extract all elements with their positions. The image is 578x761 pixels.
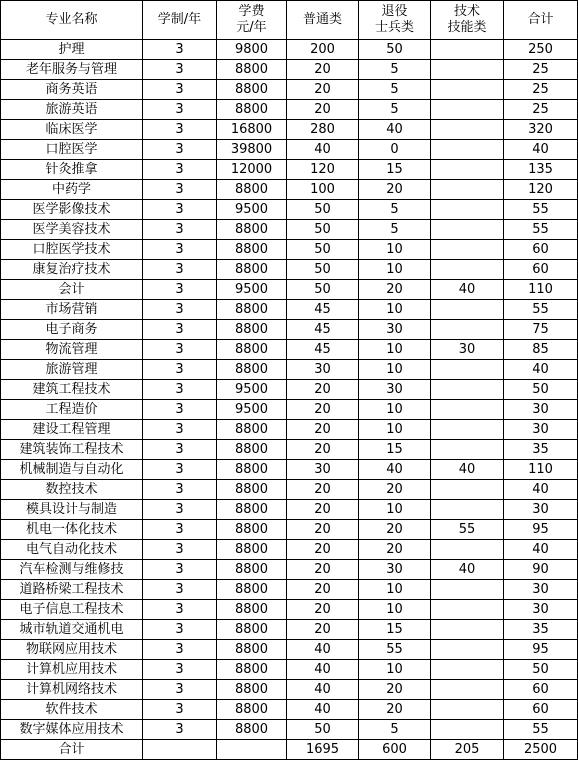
tuition-cell: 9500 xyxy=(217,400,287,420)
row-total-cell: 55 xyxy=(504,200,578,220)
major-name-cell: 软件技术 xyxy=(1,700,143,720)
veteran-quota-cell: 5 xyxy=(359,60,431,80)
duration-cell: 3 xyxy=(143,620,217,640)
major-name-cell: 数控技术 xyxy=(1,480,143,500)
table-row xyxy=(1,720,578,740)
table-row xyxy=(1,700,578,720)
row-total-cell: 40 xyxy=(504,480,578,500)
regular-quota-cell: 20 xyxy=(287,440,359,460)
skill-quota-cell: 40 xyxy=(431,560,504,580)
skill-quota-cell xyxy=(431,320,504,340)
regular-quota-cell: 50 xyxy=(287,220,359,240)
regular-quota-cell: 20 xyxy=(287,620,359,640)
row-total-cell: 95 xyxy=(504,520,578,540)
duration-cell: 3 xyxy=(143,40,217,60)
regular-quota-cell: 45 xyxy=(287,320,359,340)
major-name-cell: 会计 xyxy=(1,280,143,300)
tuition-cell: 12000 xyxy=(217,160,287,180)
tuition-cell: 8800 xyxy=(217,680,287,700)
row-total-cell: 90 xyxy=(504,560,578,580)
skill-quota-cell xyxy=(431,580,504,600)
duration-cell: 3 xyxy=(143,460,217,480)
major-name-cell: 临床医学 xyxy=(1,120,143,140)
duration-cell: 3 xyxy=(143,580,217,600)
skill-quota-cell: 40 xyxy=(431,280,504,300)
tuition-cell: 8800 xyxy=(217,300,287,320)
veteran-quota-cell: 10 xyxy=(359,580,431,600)
table-row xyxy=(1,660,578,680)
veteran-quota-cell: 5 xyxy=(359,200,431,220)
duration-cell: 3 xyxy=(143,60,217,80)
row-total-cell: 60 xyxy=(504,680,578,700)
major-name-cell: 医学影像技术 xyxy=(1,200,143,220)
row-total-cell: 2500 xyxy=(504,740,578,760)
major-name-cell: 康复治疗技术 xyxy=(1,260,143,280)
tuition-cell: 8800 xyxy=(217,360,287,380)
duration-cell: 3 xyxy=(143,560,217,580)
tuition-cell: 9500 xyxy=(217,280,287,300)
table-row xyxy=(1,560,578,580)
row-total-cell: 40 xyxy=(504,360,578,380)
skill-quota-cell xyxy=(431,200,504,220)
regular-quota-cell: 50 xyxy=(287,280,359,300)
skill-quota-cell xyxy=(431,380,504,400)
major-name-cell: 道路桥梁工程技术 xyxy=(1,580,143,600)
skill-quota-cell xyxy=(431,640,504,660)
skill-quota-cell xyxy=(431,300,504,320)
table-row xyxy=(1,420,578,440)
major-name-cell: 汽车检测与维修技 xyxy=(1,560,143,580)
veteran-quota-cell: 5 xyxy=(359,720,431,740)
major-name-cell: 机械制造与自动化 xyxy=(1,460,143,480)
veteran-quota-cell: 10 xyxy=(359,300,431,320)
duration-cell: 3 xyxy=(143,300,217,320)
tuition-cell: 8800 xyxy=(217,220,287,240)
tuition-cell: 8800 xyxy=(217,660,287,680)
skill-quota-cell xyxy=(431,360,504,380)
skill-quota-cell xyxy=(431,440,504,460)
row-total-cell: 120 xyxy=(504,180,578,200)
column-header: 专业名称 xyxy=(1,1,143,40)
duration-cell: 3 xyxy=(143,360,217,380)
duration-cell: 3 xyxy=(143,600,217,620)
tuition-cell: 39800 xyxy=(217,140,287,160)
row-total-cell: 60 xyxy=(504,240,578,260)
table-row xyxy=(1,600,578,620)
column-header: 合计 xyxy=(504,1,578,40)
skill-quota-cell xyxy=(431,100,504,120)
table-row xyxy=(1,440,578,460)
duration-cell: 3 xyxy=(143,540,217,560)
duration-cell: 3 xyxy=(143,720,217,740)
major-name-cell: 建筑工程技术 xyxy=(1,380,143,400)
veteran-quota-cell: 20 xyxy=(359,280,431,300)
major-name-cell: 电子商务 xyxy=(1,320,143,340)
regular-quota-cell: 40 xyxy=(287,680,359,700)
duration-cell: 3 xyxy=(143,260,217,280)
duration-cell: 3 xyxy=(143,240,217,260)
row-total-cell: 25 xyxy=(504,100,578,120)
tuition-cell: 8800 xyxy=(217,100,287,120)
column-header: 普通类 xyxy=(287,1,359,40)
major-name-cell: 中药学 xyxy=(1,180,143,200)
skill-quota-cell xyxy=(431,180,504,200)
row-total-cell: 55 xyxy=(504,220,578,240)
row-total-cell: 30 xyxy=(504,420,578,440)
row-total-cell: 60 xyxy=(504,260,578,280)
table-row xyxy=(1,280,578,300)
veteran-quota-cell: 15 xyxy=(359,440,431,460)
veteran-quota-cell: 10 xyxy=(359,420,431,440)
duration-cell: 3 xyxy=(143,100,217,120)
regular-quota-cell: 40 xyxy=(287,700,359,720)
veteran-quota-cell: 15 xyxy=(359,160,431,180)
skill-quota-cell xyxy=(431,660,504,680)
skill-quota-cell xyxy=(431,220,504,240)
veteran-quota-cell: 10 xyxy=(359,660,431,680)
tuition-cell: 8800 xyxy=(217,640,287,660)
duration-cell: 3 xyxy=(143,440,217,460)
row-total-cell: 30 xyxy=(504,600,578,620)
major-name-cell: 口腔医学技术 xyxy=(1,240,143,260)
table-row xyxy=(1,360,578,380)
skill-quota-cell xyxy=(431,500,504,520)
table-row xyxy=(1,120,578,140)
regular-quota-cell: 20 xyxy=(287,520,359,540)
row-total-cell: 25 xyxy=(504,80,578,100)
regular-quota-cell: 20 xyxy=(287,500,359,520)
veteran-quota-cell: 40 xyxy=(359,120,431,140)
tuition-cell: 8800 xyxy=(217,260,287,280)
table-row xyxy=(1,160,578,180)
skill-quota-cell xyxy=(431,120,504,140)
total-row xyxy=(1,740,578,760)
veteran-quota-cell: 10 xyxy=(359,600,431,620)
column-header: 退役 士兵类 xyxy=(359,1,431,40)
table-row xyxy=(1,460,578,480)
veteran-quota-cell: 0 xyxy=(359,140,431,160)
major-name-cell: 护理 xyxy=(1,40,143,60)
major-name-cell: 物联网应用技术 xyxy=(1,640,143,660)
veteran-quota-cell: 10 xyxy=(359,400,431,420)
tuition-cell: 8800 xyxy=(217,60,287,80)
row-total-cell: 60 xyxy=(504,700,578,720)
regular-quota-cell: 120 xyxy=(287,160,359,180)
skill-quota-cell xyxy=(431,160,504,180)
skill-quota-cell: 30 xyxy=(431,340,504,360)
table-row xyxy=(1,240,578,260)
column-header: 学费 元/年 xyxy=(217,1,287,40)
skill-quota-cell xyxy=(431,540,504,560)
table-row xyxy=(1,500,578,520)
row-total-cell: 85 xyxy=(504,340,578,360)
veteran-quota-cell: 5 xyxy=(359,100,431,120)
tuition-cell: 9500 xyxy=(217,380,287,400)
table-row xyxy=(1,340,578,360)
major-name-cell: 工程造价 xyxy=(1,400,143,420)
duration-cell: 3 xyxy=(143,680,217,700)
regular-quota-cell: 50 xyxy=(287,200,359,220)
skill-quota-cell xyxy=(431,420,504,440)
tuition-cell: 8800 xyxy=(217,440,287,460)
regular-quota-cell: 20 xyxy=(287,480,359,500)
regular-quota-cell: 20 xyxy=(287,400,359,420)
skill-quota-cell xyxy=(431,700,504,720)
table-row xyxy=(1,100,578,120)
major-name-cell: 物流管理 xyxy=(1,340,143,360)
regular-quota-cell: 280 xyxy=(287,120,359,140)
veteran-quota-cell: 20 xyxy=(359,540,431,560)
major-name-cell: 机电一体化技术 xyxy=(1,520,143,540)
table-row xyxy=(1,140,578,160)
tuition-cell: 8800 xyxy=(217,480,287,500)
regular-quota-cell: 50 xyxy=(287,260,359,280)
tuition-cell: 8800 xyxy=(217,620,287,640)
duration-cell: 3 xyxy=(143,80,217,100)
tuition-cell: 8800 xyxy=(217,560,287,580)
regular-quota-cell: 20 xyxy=(287,60,359,80)
major-name-cell: 合计 xyxy=(1,740,143,760)
veteran-quota-cell: 10 xyxy=(359,360,431,380)
tuition-cell: 8800 xyxy=(217,320,287,340)
tuition-cell: 8800 xyxy=(217,460,287,480)
table-row xyxy=(1,680,578,700)
veteran-quota-cell: 20 xyxy=(359,480,431,500)
row-total-cell: 320 xyxy=(504,120,578,140)
tuition-cell: 8800 xyxy=(217,240,287,260)
tuition-cell: 8800 xyxy=(217,180,287,200)
regular-quota-cell: 1695 xyxy=(287,740,359,760)
veteran-quota-cell: 20 xyxy=(359,680,431,700)
skill-quota-cell xyxy=(431,40,504,60)
table-row xyxy=(1,640,578,660)
major-name-cell: 旅游管理 xyxy=(1,360,143,380)
tuition-cell: 8800 xyxy=(217,500,287,520)
duration-cell: 3 xyxy=(143,280,217,300)
row-total-cell: 95 xyxy=(504,640,578,660)
duration-cell: 3 xyxy=(143,640,217,660)
duration-cell: 3 xyxy=(143,320,217,340)
table-row xyxy=(1,40,578,60)
table-row xyxy=(1,400,578,420)
table-row xyxy=(1,380,578,400)
major-name-cell: 口腔医学 xyxy=(1,140,143,160)
major-name-cell: 数字媒体应用技术 xyxy=(1,720,143,740)
table-row xyxy=(1,300,578,320)
header-row xyxy=(1,1,578,40)
table-row xyxy=(1,480,578,500)
major-name-cell: 电气自动化技术 xyxy=(1,540,143,560)
row-total-cell: 30 xyxy=(504,400,578,420)
tuition-cell xyxy=(217,740,287,760)
table-row xyxy=(1,580,578,600)
tuition-cell: 8800 xyxy=(217,540,287,560)
major-name-cell: 建筑装饰工程技术 xyxy=(1,440,143,460)
veteran-quota-cell: 600 xyxy=(359,740,431,760)
row-total-cell: 35 xyxy=(504,440,578,460)
regular-quota-cell: 40 xyxy=(287,660,359,680)
table-row xyxy=(1,180,578,200)
skill-quota-cell: 205 xyxy=(431,740,504,760)
tuition-cell: 8800 xyxy=(217,700,287,720)
table-row xyxy=(1,200,578,220)
duration-cell: 3 xyxy=(143,700,217,720)
veteran-quota-cell: 30 xyxy=(359,380,431,400)
row-total-cell: 55 xyxy=(504,300,578,320)
major-name-cell: 计算机应用技术 xyxy=(1,660,143,680)
major-name-cell: 老年服务与管理 xyxy=(1,60,143,80)
veteran-quota-cell: 50 xyxy=(359,40,431,60)
regular-quota-cell: 30 xyxy=(287,360,359,380)
skill-quota-cell xyxy=(431,480,504,500)
duration-cell: 3 xyxy=(143,120,217,140)
veteran-quota-cell: 30 xyxy=(359,320,431,340)
duration-cell: 3 xyxy=(143,220,217,240)
veteran-quota-cell: 10 xyxy=(359,340,431,360)
regular-quota-cell: 20 xyxy=(287,100,359,120)
major-name-cell: 建设工程管理 xyxy=(1,420,143,440)
row-total-cell: 40 xyxy=(504,140,578,160)
veteran-quota-cell: 20 xyxy=(359,520,431,540)
skill-quota-cell: 55 xyxy=(431,520,504,540)
skill-quota-cell xyxy=(431,620,504,640)
veteran-quota-cell: 10 xyxy=(359,500,431,520)
tuition-cell: 16800 xyxy=(217,120,287,140)
row-total-cell: 250 xyxy=(504,40,578,60)
major-name-cell: 电子信息工程技术 xyxy=(1,600,143,620)
major-name-cell: 旅游英语 xyxy=(1,100,143,120)
regular-quota-cell: 30 xyxy=(287,460,359,480)
skill-quota-cell xyxy=(431,80,504,100)
table-row xyxy=(1,80,578,100)
regular-quota-cell: 20 xyxy=(287,600,359,620)
row-total-cell: 35 xyxy=(504,620,578,640)
duration-cell: 3 xyxy=(143,520,217,540)
veteran-quota-cell: 30 xyxy=(359,560,431,580)
regular-quota-cell: 45 xyxy=(287,340,359,360)
regular-quota-cell: 40 xyxy=(287,140,359,160)
major-name-cell: 医学美容技术 xyxy=(1,220,143,240)
regular-quota-cell: 20 xyxy=(287,560,359,580)
row-total-cell: 50 xyxy=(504,660,578,680)
tuition-cell: 8800 xyxy=(217,340,287,360)
veteran-quota-cell: 10 xyxy=(359,240,431,260)
duration-cell: 3 xyxy=(143,140,217,160)
duration-cell: 3 xyxy=(143,400,217,420)
major-name-cell: 计算机网络技术 xyxy=(1,680,143,700)
regular-quota-cell: 20 xyxy=(287,420,359,440)
tuition-cell: 8800 xyxy=(217,580,287,600)
table-row xyxy=(1,60,578,80)
skill-quota-cell xyxy=(431,140,504,160)
table-row xyxy=(1,320,578,340)
column-header: 学制/年 xyxy=(143,1,217,40)
veteran-quota-cell: 10 xyxy=(359,260,431,280)
major-name-cell: 模具设计与制造 xyxy=(1,500,143,520)
duration-cell: 3 xyxy=(143,420,217,440)
row-total-cell: 30 xyxy=(504,500,578,520)
row-total-cell: 75 xyxy=(504,320,578,340)
tuition-cell: 9800 xyxy=(217,40,287,60)
skill-quota-cell xyxy=(431,680,504,700)
row-total-cell: 55 xyxy=(504,720,578,740)
regular-quota-cell: 20 xyxy=(287,540,359,560)
duration-cell: 3 xyxy=(143,480,217,500)
tuition-cell: 8800 xyxy=(217,520,287,540)
duration-cell: 3 xyxy=(143,160,217,180)
regular-quota-cell: 20 xyxy=(287,80,359,100)
skill-quota-cell xyxy=(431,720,504,740)
skill-quota-cell xyxy=(431,400,504,420)
table-row xyxy=(1,220,578,240)
skill-quota-cell xyxy=(431,60,504,80)
duration-cell: 3 xyxy=(143,380,217,400)
veteran-quota-cell: 5 xyxy=(359,220,431,240)
table-row xyxy=(1,620,578,640)
veteran-quota-cell: 5 xyxy=(359,80,431,100)
veteran-quota-cell: 55 xyxy=(359,640,431,660)
major-name-cell: 市场营销 xyxy=(1,300,143,320)
regular-quota-cell: 50 xyxy=(287,720,359,740)
regular-quota-cell: 50 xyxy=(287,240,359,260)
row-total-cell: 40 xyxy=(504,540,578,560)
row-total-cell: 135 xyxy=(504,160,578,180)
duration-cell: 3 xyxy=(143,500,217,520)
duration-cell: 3 xyxy=(143,660,217,680)
skill-quota-cell: 40 xyxy=(431,460,504,480)
row-total-cell: 110 xyxy=(504,280,578,300)
duration-cell: 3 xyxy=(143,200,217,220)
skill-quota-cell xyxy=(431,600,504,620)
row-total-cell: 50 xyxy=(504,380,578,400)
skill-quota-cell xyxy=(431,240,504,260)
major-name-cell: 针灸推拿 xyxy=(1,160,143,180)
regular-quota-cell: 20 xyxy=(287,580,359,600)
veteran-quota-cell: 20 xyxy=(359,700,431,720)
duration-cell xyxy=(143,740,217,760)
regular-quota-cell: 45 xyxy=(287,300,359,320)
duration-cell: 3 xyxy=(143,340,217,360)
tuition-cell: 9500 xyxy=(217,200,287,220)
tuition-cell: 8800 xyxy=(217,600,287,620)
table-row xyxy=(1,260,578,280)
regular-quota-cell: 200 xyxy=(287,40,359,60)
regular-quota-cell: 100 xyxy=(287,180,359,200)
table-row xyxy=(1,540,578,560)
tuition-cell: 8800 xyxy=(217,720,287,740)
regular-quota-cell: 20 xyxy=(287,380,359,400)
table-row xyxy=(1,520,578,540)
tuition-cell: 8800 xyxy=(217,80,287,100)
veteran-quota-cell: 20 xyxy=(359,180,431,200)
row-total-cell: 110 xyxy=(504,460,578,480)
major-name-cell: 城市轨道交通机电 xyxy=(1,620,143,640)
veteran-quota-cell: 40 xyxy=(359,460,431,480)
duration-cell: 3 xyxy=(143,180,217,200)
veteran-quota-cell: 15 xyxy=(359,620,431,640)
tuition-cell: 8800 xyxy=(217,420,287,440)
skill-quota-cell xyxy=(431,260,504,280)
major-name-cell: 商务英语 xyxy=(1,80,143,100)
column-header: 技术 技能类 xyxy=(431,1,504,40)
row-total-cell: 30 xyxy=(504,580,578,600)
regular-quota-cell: 40 xyxy=(287,640,359,660)
row-total-cell: 25 xyxy=(504,60,578,80)
